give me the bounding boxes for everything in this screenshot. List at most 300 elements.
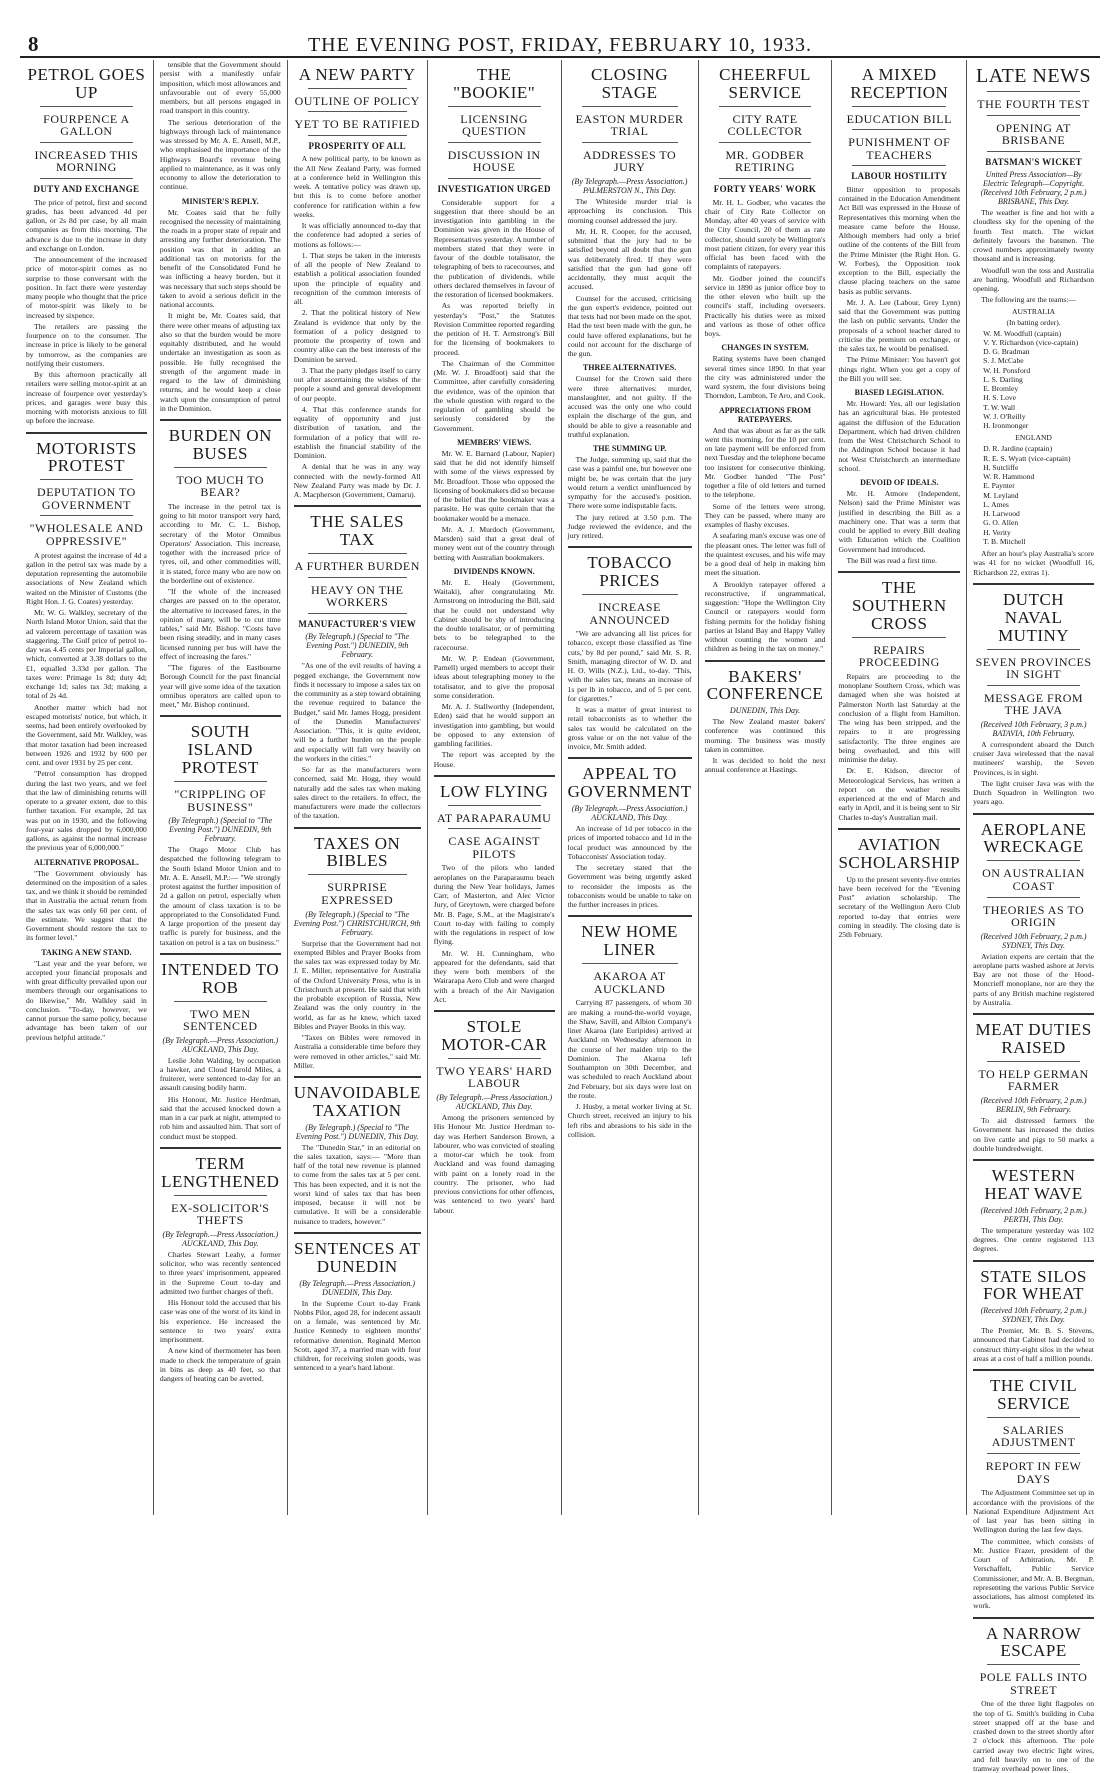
paragraph: The following are the teams:— — [973, 295, 1094, 304]
paragraph: Mr. Coates said that he fully recognised the necessity of maintaining the roads in a proper state of repair and arresting any further deterioration. The position was that in adding an additional tax on motorists for the benefit of the Consolidated Fund he was inflicting a heavy burden, but it was necessary that such steps should be taken to avoid a serious deficit in the national accounts. — [160, 208, 281, 310]
deck-rule — [448, 1058, 541, 1059]
paragraph: "If the whole of the increased charges are passed on to the operator, the alternative to increased fares, in the opinion of many, will be to cut time tables," said Mr. Bishop. "Costs have been rising steadily, and in many cases licensed running per bus will have the effect of increasing the fares." — [160, 587, 281, 661]
paragraph: Mr. W. G. Walkley, secretary of the North Island Motor Union, said that the ad valorem percentage of taxation was staggering. The Gulf price of petrol to-day was 4.45 cents per Imperial gallon, which, converted at 3.38 dollars to the £1, equalled 3.33d per gallon. The taxes were: Primage 1s 8d; duty 4d; exchange 1d; sales tax 3d; making a total of 2s 4d. — [26, 608, 147, 701]
subheadline: DISCUSSION IN HOUSE — [434, 149, 555, 174]
section-subhead: MEMBERS' VIEWS. — [434, 438, 555, 447]
dateline: (By Telegraph.) (Special to "The Evening Post.") DUNEDIN, 9th February. — [160, 816, 281, 843]
paragraph: tensible that the Government should persist with a manifestly unfair imposition, which most allowances and unfavourable out of every 55,000 members, but all persons engaged in road transport in this country. — [160, 60, 281, 116]
paragraph: The Chairman of the Committee (Mr. W. J. Broadfoot) said that the Committee, after carefully considering the evidence, was of the opinion that the whole question with regard to the regulation of gambling should be seriously considered by the Government. — [434, 359, 555, 433]
headline: LATE NEWS — [973, 66, 1094, 87]
paragraph: Mr. E. Healy (Government, Waitaki), after congratulating Mr. Armstrong on introducing the Bill, said that he could not understand why Cabinet should be shy of introducing the double totalisator, or of permitting bets to be telegraphed to the racecourse. — [434, 578, 555, 652]
paragraph: The Adjustment Committee set up in accordance with the provisions of the National Expenditure Adjustment Act of last year has been sitting in Wellington during the last few days. — [973, 1488, 1094, 1534]
article-divider — [160, 419, 281, 421]
headline: THE SALES TAX — [294, 513, 421, 549]
paragraph: The Judge, summing up, said that the case was a painful one, but however one might be, he was certain that the jury would return a verdict uninfluenced by sympathy for the accused's position. There were some indisputable facts. — [568, 455, 692, 511]
column-8 — [966, 60, 1100, 1515]
headline: DUTCH NAVAL MUTINY — [973, 591, 1094, 645]
article — [973, 1617, 1094, 1773]
section-subhead: TAKING A NEW STAND. — [26, 948, 147, 957]
article — [568, 546, 692, 751]
subheadline: PROSPERITY OF ALL — [294, 142, 421, 151]
deck-rule — [852, 637, 946, 638]
article-divider — [973, 1159, 1094, 1161]
player-name: T. B. Mitchell — [983, 537, 1094, 546]
subheadline: REPORT IN FEW DAYS — [973, 1460, 1094, 1485]
subheadline: FOURPENCE A GALLON — [26, 113, 147, 138]
article — [434, 66, 555, 769]
player-name: W. M. Woodfull (captain) — [983, 329, 1094, 338]
newspaper-title: THE EVENING POST, FRIDAY, FEBRUARY 10, 1933. — [20, 34, 1100, 57]
paragraph: Rating systems have been changed several times since 1890. In that year the city was administered under the ward system, the four divisions being Thorndon, Lambton, Te Aro, and Cook. — [705, 354, 826, 400]
deck-rule — [448, 805, 541, 806]
headline: AVIATION SCHOLARSHIP — [838, 836, 960, 872]
dateline: DUNEDIN, This Day. — [705, 706, 826, 715]
paragraph: The Otago Motor Club has despatched the following telegram to the South Island Motor Union and to Mr. A. E. Ansell, M.P.:— "We strongly protest against the further imposition of 2d a gallon on petrol, especially when the amount of class taxation is to be appropriated to the Consolidated Fund. A large proportion of the present day traffic is purely for business, and the taxation on petrol is a tax on business." — [160, 845, 281, 947]
article — [294, 505, 421, 820]
dateline: United Press Association—By Electric Telegraph—Copyright. (Received 10th February, 2 p.m.) BRISBANE, This Day. — [973, 170, 1094, 206]
dateline: (By Telegraph.—Press Association.) DUNEDIN, This Day. — [294, 1279, 421, 1297]
article — [294, 66, 421, 499]
article-divider — [973, 813, 1094, 815]
player-name: M. Leyland — [983, 491, 1094, 500]
team-note: (In batting order). — [973, 318, 1094, 327]
paragraph: The price of petrol, first and second grades, has been advanced 4d per gallon, or 2s 8d per case, by all main companies as from this morning. The advance is due to the increase in duty and exchange on London. — [26, 198, 147, 254]
paragraph: "As one of the evil results of having a pegged exchange, the Government now finds it necessary to impose a sales tax on the community as a step toward obtaining the revenue required to balance the Budget," said Mr. James Hogg, president of the Dunedin Manufacturers' Association. "This, it is quite evident, will be a further burden on the people and especially will fall very heavily on the workers in the cities." — [294, 661, 421, 763]
deck-rule — [582, 142, 678, 143]
headline: A NARROW ESCAPE — [973, 1625, 1094, 1661]
article — [973, 1013, 1094, 1153]
article — [838, 828, 960, 939]
section-subhead: ALTERNATIVE PROPOSAL. — [26, 858, 147, 867]
paragraph: After an hour's play Australia's score was 41 for no wicket (Woodfull 16, Richardson 22, extras 1). — [973, 549, 1094, 577]
paragraph: As was reported briefly in yesterday's "Post," the Statutes Revision Committee reported regarding the petition of H. T. Armstrong's Bill for the licensing of bookmakers to proceed. — [434, 301, 555, 357]
article-divider — [160, 1147, 281, 1149]
column-7 — [831, 60, 966, 1515]
article — [160, 60, 281, 413]
section-subhead: DEVOID OF IDEALS. — [838, 478, 960, 487]
paragraph: The retailers are passing the fourpence on to the consumer. The increase in price is likely to be general by tomorrow, as the companies are notifying their customers. — [26, 322, 147, 368]
paragraph: J. Husby, a metal worker living at St. Church street, received an injury to his left ribs and abrasions to his side in the collision. — [568, 1102, 692, 1139]
player-name: H. Ironmonger — [983, 421, 1094, 430]
paragraph: Dr. E. Kidson, director of Meteorological Services, has written a report on the weather results experienced at the end of March and early in April, and it is being sent to Sir Charles to-day's Australian mail. — [838, 766, 960, 822]
deck-rule — [582, 963, 678, 964]
headline: APPEAL TO GOVERNMENT — [568, 765, 692, 801]
paragraph: Mr. A. J. Murdoch (Government, Marsden) said that a great deal of money went out of the country through betting with Australian bookmakers. — [434, 525, 555, 562]
paragraph: Bitter opposition to proposals contained in the Education Amendment Act Bill was expressed in the House of Representatives this morning when the measure came before the House. Although members had only a brief outline of the contents of the Bill from the Prime Minister (the Right Hon. G. W. Forbes), the Opposition took exception to the Bill, especially the clause placing teachers on the same basis as public servants. — [838, 185, 960, 296]
player-name: T. W. Wall — [983, 403, 1094, 412]
deck-rule — [719, 142, 812, 143]
article-divider — [838, 828, 960, 830]
headline: CLOSING STAGE — [568, 66, 692, 102]
deck-rule — [987, 91, 1080, 92]
paragraph: Mr. W. E. Barnard (Labour, Napier) said that he did not identify himself with some of the views expressed by Mr. Broadfoot. Those who opposed the licensing of bookmakers did so because of the belief that the bookmaker was a parasite. He was quite certain that the bookmaker would be a menace. — [434, 449, 555, 523]
deck-rule — [582, 106, 678, 107]
deck-rule — [40, 515, 133, 516]
deck-rule — [987, 1664, 1080, 1665]
deck-rule — [987, 860, 1080, 861]
dateline: (By Telegraph.—Press Association.) AUCKLAND, This Day. — [160, 1230, 281, 1248]
headline: TERM LENGTHENED — [160, 1155, 281, 1191]
article-divider — [973, 1260, 1094, 1262]
subheadline: AT PARAPARAUMU — [434, 812, 555, 825]
paragraph: The secretary stated that the Government was being urgently asked to reconsider the imposts as the tobacconists would be unable to take on the further increases in prices. — [568, 863, 692, 909]
deck-rule — [308, 874, 407, 875]
subheadline: "WHOLESALE AND OPPRESSIVE" — [26, 522, 147, 547]
article-divider — [838, 571, 960, 573]
paragraph: In the Supreme Court to-day Frank Nobbs Pilot, aged 28, for indecent assault on a female, was sentenced by Mr. Justice Kennedy to eighteen months' reformative detention. Reginald Merton Scott, aged 37, a married man with four children, for receiving stolen goods, was sentenced to a year's hard labour. — [294, 1299, 421, 1373]
article-divider — [434, 775, 555, 777]
deck-rule — [174, 467, 267, 468]
subheadline: THE FOURTH TEST — [973, 98, 1094, 111]
headline: WESTERN HEAT WAVE — [973, 1167, 1094, 1203]
article — [705, 66, 826, 529]
deck-rule — [174, 1195, 267, 1196]
paragraph: Aviation experts are certain that the aeroplane parts washed ashore at Jervis Bay are not those of the Hood-Moncrieff monoplane, nor are they the parts of any British machine registered by Australia. — [973, 952, 1094, 1008]
paragraph: Among the prisoners sentenced by His Honour Mr. Justice Herdman to-day was Herbert Sanderson Brown, a labourer, who was convicted of stealing a motor-car which he took from Auckland and was found damaging with paint on a lonely road in the country. The prisoner, who had previous convictions for other offences, was sentenced to two years' hard labour. — [434, 1113, 555, 1215]
headline: A MIXED RECEPTION — [838, 66, 960, 102]
masthead — [20, 32, 1100, 54]
paragraph: Some of the letters were strong. They can be passed, where many are examples of flashy excuses. — [705, 502, 826, 530]
subheadline: INVESTIGATION URGED — [434, 185, 555, 194]
subheadline: EASTON MURDER TRIAL — [568, 113, 692, 138]
paragraph: 1. That steps be taken in the interests of all the people of New Zealand to establish a political association founded upon the principle of equality and recognition of the common interests of all. — [294, 251, 421, 307]
paragraph: His Honour told the accused that his case was one of the worst of its kind in his experience. He increased the sentence to two years' extra imprisonment. — [160, 1298, 281, 1344]
column-1 — [20, 60, 153, 1515]
deck-rule — [308, 88, 407, 89]
dateline: (By Telegraph.—Press Association.) AUCKLAND, This Day. — [568, 804, 692, 822]
paragraph: Woodfull won the toss and Australia are batting, Woodfull and Richardson opening. — [973, 266, 1094, 294]
article-divider — [705, 660, 826, 662]
headline: BURDEN ON BUSES — [160, 427, 281, 463]
headline: TOBACCO PRICES — [568, 554, 692, 590]
paragraph: Carrying 87 passengers, of whom 30 are making a round-the-world voyage, the Shaw, Savill, and Albion Company's liner Akaroa (late Euripides) arrived at Auckland on Wednesday afternoon in the course of her maiden trip to the Dominion. The Akaroa left Southampton on 30th December, and was scheduled to reach Auckland about 2nd February, but six days were lost on the route. — [568, 998, 692, 1100]
paragraph: It was a matter of great interest to retail tobacconists as to whether the sales tax would be calculated on the gross value or on the net value of the invoice, Mr. Smith added. — [568, 705, 692, 751]
headline: AEROPLANE WRECKAGE — [973, 821, 1094, 857]
paragraph: A denial that he was in any way connected with the newly-formed All New Zealand Party was made by Dr. J. A. Macpherson (Government, Oamaru). — [294, 462, 421, 499]
deck-rule — [448, 828, 541, 829]
paragraph: "The Government obviously has determined on the imposition of a sales tax, and we think it should be reminded that in Australia the actual return from the sales tax was only 60 per cent. of the estimate. We suggest that the Government should restore the tax to its former level." — [26, 869, 147, 943]
subheadline: OUTLINE OF POLICY — [294, 95, 421, 108]
subheadline: INCREASE ANNOUNCED — [568, 601, 692, 626]
subheadline: FORTY YEARS' WORK — [705, 185, 826, 194]
section-subhead: THREE ALTERNATIVES. — [568, 363, 692, 372]
article-divider — [26, 432, 147, 434]
article — [973, 1260, 1094, 1364]
player-name: V. Y. Richardson (vice-captain) — [983, 338, 1094, 347]
subheadline: MANUFACTURER'S VIEW — [294, 620, 421, 629]
subheadline: TWO MEN SENTENCED — [160, 1008, 281, 1033]
deck-rule — [40, 479, 133, 480]
subheadline: CITY RATE COLLECTOR — [705, 113, 826, 138]
deck-rule — [987, 1417, 1080, 1418]
paragraph: The Premier, Mr. B. S. Stevens, announced that Cabinet had decided to construct thirty-eight silos in the wheat areas at a cost of half a million pounds. — [973, 1326, 1094, 1363]
dateline: (By Telegraph.) (Special to "The Evening Post.") DUNEDIN, This Day. — [294, 1123, 421, 1141]
paragraph: "Petrol consumption has dropped during the last two years, and we feel that the law of diminishing returns will operate to a greater extent, due to this further taxation. For example, 2d tax was put on in 1930, and the following four-year sales dropped by 6,000,000 gallons, as against the normal increase the previous year of 6,000,000." — [26, 769, 147, 852]
article-divider — [434, 1010, 555, 1012]
article-divider — [160, 953, 281, 955]
subheadline: OPENING AT BRISBANE — [973, 122, 1094, 147]
headline: INTENDED TO ROB — [160, 961, 281, 997]
dateline: (By Telegraph.—Press Association.) AUCKLAND, This Day. — [160, 1036, 281, 1054]
paragraph: The New Zealand master bakers' conference was continued this morning. The business was mostly taken in committee. — [705, 717, 826, 754]
subheadline: INCREASED THIS MORNING — [26, 149, 147, 174]
subheadline: DUTY AND EXCHANGE — [26, 185, 147, 194]
deck-rule — [852, 165, 946, 166]
subheadline: LABOUR HOSTILITY — [838, 172, 960, 181]
paragraph: So far as the manufacturers were concerned, said Mr. Hogg, they would naturally add the sales tax when making sales direct to the retailers. In effect, the manufacturers were made the collectors of the taxation. — [294, 765, 421, 821]
subheadline: PUNISHMENT OF TEACHERS — [838, 136, 960, 161]
headline: LOW FLYING — [434, 783, 555, 801]
deck-rule — [987, 685, 1080, 686]
dateline: (By Telegraph.) (Special to "The Evening Post.") DUNEDIN, 9th February. — [294, 632, 421, 659]
subheadline: SURPRISE EXPRESSED — [294, 881, 421, 906]
section-subhead: CHANGES IN SYSTEM. — [705, 343, 826, 352]
player-name: W. R. Hammond — [983, 472, 1094, 481]
deck-rule — [987, 1061, 1080, 1062]
column-2 — [153, 60, 287, 1515]
team-list — [983, 444, 1094, 546]
headline: SOUTH ISLAND PROTEST — [160, 723, 281, 777]
paragraph: A protest against the increase of 4d a gallon in the petrol tax was made by a deputation representing the automobile associations of New Zealand which waited on the Minister of Customs (the Right Hon. J. G. Coates) yesterday. — [26, 551, 147, 607]
deck-rule — [719, 178, 812, 179]
article — [294, 1076, 421, 1226]
subheadline: EX-SOLICITOR'S THEFTS — [160, 1202, 281, 1227]
paragraph: The serious deterioration of the highways through lack of maintenance was stressed by Mr. A. E. Ansell, M.P., who emphasised the importance of the Highways Board's revenue being applied to maintenance, as it was only economy to allow the deterioration to continue. — [160, 118, 281, 192]
deck-rule — [448, 178, 541, 179]
subheadline: TWO YEARS' HARD LABOUR — [434, 1065, 555, 1090]
column-5 — [561, 60, 698, 1515]
article — [160, 419, 281, 709]
paragraph: Mr. J. A. Lee (Labour, Grey Lynn) said that the Government was putting the lash on public servants. Under the proposals of a school teacher dared to criticise the premium on exchange, or the sales tax, he would be penalised. — [838, 298, 960, 354]
paragraph: The Prime Minister: You haven't got things right. When you get a copy of the Bill you will see. — [838, 355, 960, 383]
paragraph: To aid distressed farmers the Government has increased the duties on live cattle and pigs to 50 marks a double hundredweight. — [973, 1116, 1094, 1153]
player-name: W. J. O'Reilly — [983, 412, 1094, 421]
subheadline: "CRIPPLING OF BUSINESS" — [160, 788, 281, 813]
deck-rule — [719, 106, 812, 107]
masthead-rule — [20, 56, 1100, 58]
paragraph: His Honour, Mr. Justice Herdman, said that the accused knocked down a man in a car park at night, attempted to rob him and assaulted him. That sort of conduct must be stopped. — [160, 1095, 281, 1141]
headline: CHEERFUL SERVICE — [705, 66, 826, 102]
article — [294, 827, 421, 1070]
article — [973, 583, 1094, 807]
subheadline: A FURTHER BURDEN — [294, 560, 421, 573]
paragraph: Leslie John Walding, by occupation a hawker, and Cloud Harold Miles, a fruiterer, were sentenced to-day for an assault causing bodily harm. — [160, 1056, 281, 1093]
column-6 — [698, 60, 832, 1515]
team-list — [983, 329, 1094, 431]
headline: STATE SILOS FOR WHEAT — [973, 1268, 1094, 1304]
headline: BAKERS' CONFERENCE — [705, 668, 826, 704]
deck-rule — [40, 178, 133, 179]
paragraph: It might be, Mr. Coates said, that there were other means of adjusting tax also so that the burden would be more equitably distributed, and he would undertake an investigation as soon as possible. He fully recognised the strength of the argument made in regard to the law of diminishing returns, and he would keep a close watch upon the consumption of petrol in the Dominion. — [160, 311, 281, 413]
article — [973, 66, 1094, 577]
headline: PETROL GOES UP — [26, 66, 147, 102]
deck-rule — [174, 1001, 267, 1002]
deck-rule — [987, 897, 1080, 898]
dateline: (By Telegraph.—Press Association.) AUCKLAND, This Day. — [434, 1093, 555, 1111]
page-number: 8 — [28, 32, 39, 57]
paragraph: The light cruiser Java was with the Dutch Squadron in Wellington two years ago. — [973, 779, 1094, 807]
article-divider — [160, 715, 281, 717]
subheadline: CASE AGAINST PILOTS — [434, 835, 555, 860]
article — [160, 715, 281, 946]
article-divider — [973, 583, 1094, 585]
paragraph: The "Dunedin Star," in an editorial on the sales taxation, says:— "More than half of the total new revenue is planned to come from the sales tax at 5 per cent. This has been expected, and it is not the worst kind of sales tax that has been imposed, because it will not be cumulative. It will be a considerable nuisance to traders, however." — [294, 1143, 421, 1226]
paragraph: Mr. W. P. Endean (Government, Parnell) urged members to accept their ideas about telegraphing money to the totalisator, and to give the proposal some consideration. — [434, 654, 555, 700]
article — [705, 660, 826, 775]
subheadline: EDUCATION BILL — [838, 113, 960, 126]
paragraph: Mr. Howard: Yes, all our legislation has an agricultural bias. He protested against the diffusion of the Education Department, which had driven children from the West Christchurch School to the Addington School because it had not West Christchurch an intermediate school. — [838, 399, 960, 473]
paragraph: Repairs are proceeding to the monoplane Southern Cross, which was damaged when she was hoisted at Palmerston North last Saturday at the conclusion of a flight from Hamilton. The wing has been stripped, and the repairs to it are progressing satisfactorily. The three engines are being overhauled, and this will minimise the delay. — [838, 672, 960, 765]
subheadline: THEORIES AS TO ORIGIN — [973, 904, 1094, 929]
deck-rule — [852, 129, 946, 130]
subheadline: TO HELP GERMAN FARMER — [973, 1068, 1094, 1093]
paragraph: Two of the pilots who landed aeroplanes on the Paraparaumu beach during the New Year holidays, James Carr, of Masterton, and Alec Victor Jury, of Greytown, were charged before Mr. B. Page, S.M., at the Magistrate's Court to-day with failing to comply with the regulations in respect of low flying. — [434, 863, 555, 946]
headline: MOTORISTS PROTEST — [26, 440, 147, 476]
deck-rule — [582, 594, 678, 595]
subheadline: MESSAGE FROM THE JAVA — [973, 692, 1094, 717]
headline: THE SOUTHERN CROSS — [838, 579, 960, 633]
paragraph: It was officially announced to-day that the conference had adopted a series of motions as follows:— — [294, 221, 421, 249]
dateline: (Received 10th February, 2 p.m.) SYDNEY, This Day. — [973, 1306, 1094, 1324]
article — [838, 66, 960, 565]
deck-rule — [448, 142, 541, 143]
subheadline: DEPUTATION TO GOVERNMENT — [26, 486, 147, 511]
paragraph: The jury retired at 3.50 p.m. The Judge reviewed the evidence, and the jury retired. — [568, 513, 692, 541]
article — [568, 915, 692, 1139]
player-name: W. H. Ponsford — [983, 366, 1094, 375]
paragraph: Surprise that the Government had not exempted Bibles and Prayer Books from the sales tax was expressed today by Mr. J. E. Miller, representative for Australia of the Oxford University Press, who is in Christchurch at present. He said that with the probable exception of Russia, New Zealand was the only country in the world, as far as he knew, which taxed Bibles and Prayer Books in this way. — [294, 939, 421, 1032]
team-name: AUSTRALIA — [973, 307, 1094, 316]
paragraph: Mr. Godber joined the council's service in 1890 as junior office boy to the other eleven who built up the council's staff, including overseers. Practically his duties were as mixed and various as those of other office boys. — [705, 274, 826, 339]
paragraph: Mr. H. L. Godber, who vacates the chair of City Rate Collector on Monday, after 40 years of service with the City Council, 20 of them as rate collector, should surely be Wellington's most patient citizen, for every year this official has been faced with the complaints of ratepayers. — [705, 198, 826, 272]
article — [973, 1159, 1094, 1253]
player-name: D. R. Jardine (captain) — [983, 444, 1094, 453]
deck-rule — [448, 106, 541, 107]
dateline: (Received 10th February, 2 p.m.) BERLIN, 9th February. — [973, 1096, 1094, 1114]
paragraph: The report was accepted by the House. — [434, 750, 555, 769]
player-name: E. Bromley — [983, 384, 1094, 393]
player-name: S. J. McCabe — [983, 356, 1094, 365]
paragraph: 2. That the political history of New Zealand is evidence that only by the formation of a policy designed to promote the prosperity of town and country alike can the best interests of the Dominion be served. — [294, 308, 421, 364]
paragraph: The Bill was read a first time. — [838, 556, 960, 565]
deck-rule — [987, 1453, 1080, 1454]
paragraph: The announcement of the increased price of motor-spirit comes as no surprise to those conversant with the position. In fact there were yesterday many people who thought that the price of motor-spirit was likely to be increased by sixpence. — [26, 255, 147, 320]
deck-rule — [40, 142, 133, 143]
subheadline: BATSMAN'S WICKET — [973, 158, 1094, 167]
paragraph: Mr. H. Atmore (Independent, Nelson) said the Prime Minister was justified in describing the Bill as a machinery one. That was a term that could be applied to every Bill dealing with Education which the Coalition Government had introduced. — [838, 489, 960, 554]
team-name: ENGLAND — [973, 433, 1094, 442]
paragraph: Another matter which had not escaped motorists' notice, but which, it seems, had been entirely overlooked by the Government, said Mr. Walkley, was that motor taxation had been increased between 1926 and 1932 by 600 per cent. and over 1931 by 25 per cent. — [26, 703, 147, 768]
article — [160, 953, 281, 1141]
paragraph: An increase of 1d per tobacco in the prices of imported tobacco and 1d in the local product was announced by the Tobacconists' Association today. — [568, 824, 692, 861]
dateline: (By Telegraph.) (Special to "The Evening Post.") CHRISTCHURCH, 9th February. — [294, 910, 421, 937]
paragraph: The Whiteside murder trial is approaching its conclusion. This morning counsel addressed the jury. — [568, 197, 692, 225]
paragraph: Mr. H. R. Cooper, for the accused, submitted that the jury had to be satisfied beyond all doubt that the gun was deliberately fired. If they were satisfied that the gun had gone off accidentally, they must acquit the accused. — [568, 227, 692, 292]
paragraph: Up to the present seventy-five entries have been received for the "Evening Post" aviation scholarship. The secretary of the Wellington Aero Club reported to-day that entries were coming in steadily. The closing date is 25th February. — [838, 875, 960, 940]
headline: A NEW PARTY — [294, 66, 421, 84]
paragraph: Considerable support for a suggestion that there should be an investigation into gambling in the Dominion was given in the House of Representatives yesterday. A number of members stated that they were in favour of the double totalisator, the telegraphing of bets to racecourses, and the publication of dividends, while others declared themselves in favour of the restoration of licensed bookmakers. — [434, 198, 555, 300]
section-subhead: APPRECIATIONS FROM RATEPAYERS. — [705, 406, 826, 424]
headline: SENTENCES AT DUNEDIN — [294, 1240, 421, 1276]
paragraph: The weather is fine and hot with a cloudless sky for the opening of the fourth Test match. The wicket definitely favours the batsmen. The crowd numbers approximately twenty thousand and is increasing. — [973, 208, 1094, 264]
newspaper-columns — [20, 60, 1100, 1515]
article-divider — [294, 1232, 421, 1234]
player-name: H. S. Love — [983, 393, 1094, 402]
dateline: (By Telegraph.—Press Association.) PALMERSTON N., This Day. — [568, 177, 692, 195]
subheadline: AKAROA AT AUCKLAND — [568, 970, 692, 995]
headline: THE "BOOKIE" — [434, 66, 555, 102]
article-divider — [568, 546, 692, 548]
article-divider — [568, 915, 692, 917]
article-divider — [294, 1076, 421, 1078]
player-name: E. Paynter — [983, 481, 1094, 490]
deck-rule — [308, 577, 407, 578]
subheadline: LICENSING QUESTION — [434, 113, 555, 138]
paragraph: By this afternoon practically all retailers were selling motor-spirit at an increase of fourpence over yesterday's prices, and garages were busy this morning with motorists anxious to fill up before the increase. — [26, 370, 147, 426]
article-divider — [568, 757, 692, 759]
subheadline: ON AUSTRALIAN COAST — [973, 867, 1094, 892]
subheadline: ADDRESSES TO JURY — [568, 149, 692, 174]
headline: STOLE MOTOR-CAR — [434, 1018, 555, 1054]
paragraph: A new kind of thermometer has been made to check the temperature of grain in bins as deep as 40 feet, so that dangers of heating can be averted. — [160, 1346, 281, 1383]
paragraph: The temperature yesterday was 102 degrees. One centre registered 113 degrees. — [973, 1226, 1094, 1254]
subheadline: TOO MUCH TO BEAR? — [160, 474, 281, 499]
paragraph: A correspondent aboard the Dutch cruiser Java wirelessed that the naval mutineers' warship, the Seven Provinces, is in sight. — [973, 740, 1094, 777]
headline: MEAT DUTIES RAISED — [973, 1021, 1094, 1057]
article-divider — [294, 505, 421, 507]
dateline: (Received 10th February, 2 p.m.) SYDNEY, This Day. — [973, 932, 1094, 950]
paragraph: 3. That the party pledges itself to carry out after ascertaining the wishes of the people a sound and general development of our people. — [294, 366, 421, 403]
paragraph: "Taxes on Bibles were removed in Australia a considerable time before they were removed in other articles," said Mr. Miller. — [294, 1033, 421, 1070]
paragraph: 4. That this conference stands for equality of opportunity and just distribution of taxation, and the formulation of a policy that will re-establish the financial stability of the Dominion. — [294, 405, 421, 461]
subheadline: POLE FALLS INTO STREET — [973, 1671, 1094, 1696]
deck-rule — [308, 553, 407, 554]
headline: THE CIVIL SERVICE — [973, 1377, 1094, 1413]
paragraph: "The figures of the Eastbourne Borough Council for the past financial year will give some idea of the taxation omnibus operators are called upon to meet," Mr. Bishop continued. — [160, 663, 281, 709]
paragraph: "Last year and the year before, we accepted your financial proposals and with great difficulty prevailed upon our members through our organisations to do likewise," Mr. Walkley said in conclusion. "To-day, however, we cannot pursue the same policy, because advantage has been taken of our previous helpful attitude." — [26, 959, 147, 1042]
article — [26, 66, 147, 426]
article — [434, 1010, 555, 1215]
dateline: (Received 10th February, 3 p.m.) BATAVIA, 10th February. — [973, 720, 1094, 738]
deck-rule — [308, 613, 407, 614]
subheadline: YET TO BE RATIFIED — [294, 118, 421, 131]
dateline: (Received 10th February, 2 p.m.) PERTH, This Day. — [973, 1206, 1094, 1224]
paragraph: A seafaring man's excuse was one of the pleasant ones. The letter was full of the quaintest excuses, and his wife may be a good deal of help in making him meet the situation. — [705, 531, 826, 577]
paragraph: And that was about as far as the talk went this morning, for the 10 per cent. on late payment will be enforced from next Tuesday and the telephone became too insistent for consecutive thinking. Mr. Godber handed "The Post" together a file of old letters and turned to the telephone. — [705, 426, 826, 500]
paragraph: Counsel for the Crown said there were three alternatives: murder, manslaughter, and not guilty. If the accused was the only one who could explain the discharge of the gun, and should be able to give a reasonable and truthful explanation. — [568, 374, 692, 439]
paragraph: It was decided to hold the next annual conference at Hastings. — [705, 756, 826, 775]
article-divider — [294, 827, 421, 829]
section-subhead: THE SUMMING UP. — [568, 444, 692, 453]
player-name: G. O. Allen — [983, 518, 1094, 527]
article — [838, 571, 960, 822]
subheadline: SALARIES ADJUSTMENT — [973, 1424, 1094, 1449]
article — [973, 813, 1094, 1008]
player-name: D. G. Bradman — [983, 347, 1094, 356]
deck-rule — [308, 111, 407, 112]
paragraph: Charles Stewart Leahy, a former solicitor, who was recently sentenced to three years' imprisonment, appeared in the Supreme Court to-day and admitted two further charges of theft. — [160, 1250, 281, 1296]
deck-rule — [308, 135, 407, 136]
paragraph: "We are advancing all list prices for tobacco, except those classified as 'fine cuts,' by 8d per pound," said Mr. S. R. Smith, managing director of W. D. and H. O. Wills (N.Z.), Ltd., to-day. "This, with the sales tax, means an increase of 1s per lb in tobacco, and of 5 per cent. for cigarettes." — [568, 629, 692, 703]
paragraph: Mr. W. H. Cunningham, who appeared for the defendants, said that they were both members of the Wairarapa Aero Club and were charged with a breach of the Air Navigation Act. — [434, 949, 555, 1005]
section-subhead: MINISTER'S REPLY. — [160, 197, 281, 206]
paragraph: A new political party, to be known as the All New Zealand Party, was formed at a conference held in Wellington this week. A tentative policy was drawn up, but this is to come before another conference for ratification within a few weeks. — [294, 154, 421, 219]
article-divider — [973, 1369, 1094, 1371]
section-subhead: BIASED LEGISLATION. — [838, 388, 960, 397]
deck-rule — [174, 781, 267, 782]
article — [568, 757, 692, 909]
deck-rule — [852, 106, 946, 107]
